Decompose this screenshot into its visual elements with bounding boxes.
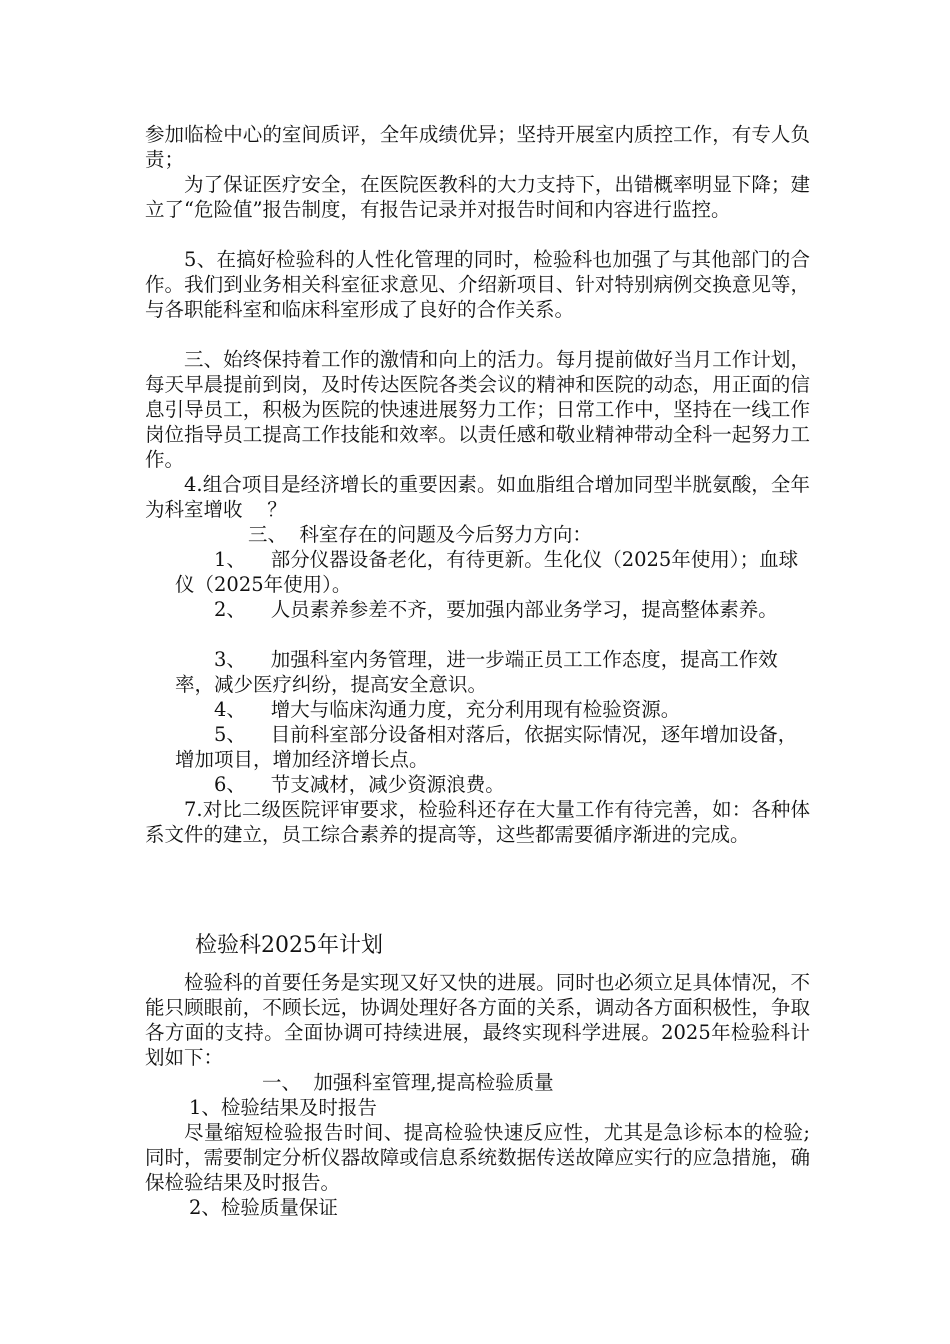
paragraph-work-passion: 三、始终保持着工作的激情和向上的活力。每月提前做好当月工作计划，每天早晨提前到岗，及时传达医院各类会议的精神和医院的动态，用正面的信息引导员工，积极为医院的快速进展努力工作；日常工作中，坚持在一线工作岗位指导员工提高工作技能和效率。以责任感和敬业精神带动全科一起努力工作。: [145, 348, 810, 471]
problem-item-3: 3、 加强科室内务管理，进一步端正员工工作态度，提高工作效率，减少医疗纠纷，提高安全意识。: [175, 648, 778, 696]
paragraph-cooperation: 5、在搞好检验科的人性化管理的同时，检验科也加强了与其他部门的合作。我们到业务相关科室征求意见、介绍新项目、针对特别病例交换意见等，与各职能科室和临床科室形成了良好的合作关系。: [145, 248, 810, 321]
paragraph-quality-control: 参加临检中心的室间质评，全年成绩优异；坚持开展室内质控工作，有专人负责；: [145, 123, 810, 171]
problem-item-2: 2、 人员素养参差不齐，要加强内部业务学习，提高整体素养。: [214, 598, 778, 621]
problem-item-1: 1、 部分仪器设备老化，有待更新。生化仪（2025年使用）；血球仪（2025年使用）。: [175, 548, 799, 596]
plan-title: 检验科2025年计划: [195, 933, 383, 958]
sub1-heading: 1、检验结果及时报告: [189, 1096, 377, 1119]
sub2-heading: 2、检验质量保证: [189, 1196, 338, 1219]
paragraph-combined-items: 4.组合项目是经济增长的重要因素。如血脂组合增加同型半胱氨酸，全年为科室增收 ？: [145, 473, 810, 521]
problem-item-5: 5、 目前科室部分设备相对落后，依据实际情况，逐年增加设备，增加项目，增加经济增长点。: [175, 723, 798, 771]
section1-heading: 一、 加强科室管理,提高检验质量: [262, 1071, 554, 1094]
problem-item-4: 4、 增大与临床沟通力度，充分利用现有检验资源。: [214, 698, 681, 721]
sub1-text: 尽量缩短检验报告时间、提高检验快速反应性，尤其是急诊标本的检验;同时，需要制定分析仪器故障或信息系统数据传送故障应实行的应急措施，确保检验结果及时报告。: [145, 1121, 810, 1194]
paragraph-medical-safety: 为了保证医疗安全，在医院医教科的大力支持下，出错概率明显下降；建立了“危险值”报告制度，有报告记录并对报告时间和内容进行监控。: [145, 173, 810, 221]
problems-heading: 三、 科室存在的问题及今后努力方向：: [248, 523, 592, 546]
plan-intro: 检验科的首要任务是实现又好又快的进展。同时也必须立足具体情况，不能只顾眼前，不顾长远，协调处理好各方面的关系，调动各方面积极性，争取各方面的支持。全面协调可持续进展，最终实现科学进展。2025年检验科计划如下：: [145, 971, 810, 1069]
paragraph-closing: 7.对比二级医院评审要求，检验科还存在大量工作有待完善，如：各种体系文件的建立，员工综合素养的提高等，这些都需要循序渐进的完成。: [145, 798, 810, 846]
problem-item-6: 6、 节支减材，减少资源浪费。: [214, 773, 505, 796]
